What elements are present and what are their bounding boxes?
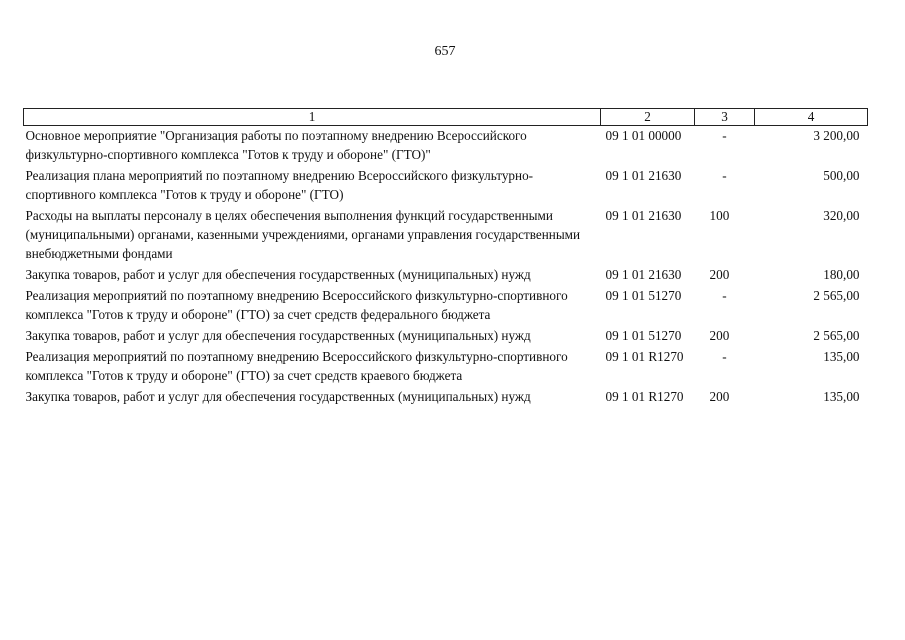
budget-table: [23, 108, 868, 408]
row-type: 200: [709, 389, 730, 404]
row-name: Закупка товаров, работ и услуг для обеспечения государственных (муниципальных) нужд: [25, 389, 531, 404]
table-row: [24, 347, 868, 387]
row-code: 09 1 01 R1270: [605, 349, 684, 364]
page-number: 657: [434, 44, 456, 59]
row-amount: 135,00: [823, 389, 860, 404]
row-name: Реализация мероприятий по поэтапному внедрению Всероссийского физкультурно-спортивного комплекса "Готов к труду и обороне" (ГТО) за счет средств краевого бюджета: [25, 349, 568, 383]
row-name: Закупка товаров, работ и услуг для обеспечения государственных (муниципальных) нужд: [25, 267, 531, 282]
header-col-amount: 4: [755, 109, 868, 126]
row-name: Закупка товаров, работ и услуг для обеспечения государственных (муниципальных) нужд: [25, 328, 531, 343]
row-type: -: [722, 349, 727, 364]
table-row: [24, 206, 868, 265]
table-header: [24, 109, 868, 126]
row-code: 09 1 01 00000: [605, 128, 682, 143]
row-name: Расходы на выплаты персоналу в целях обеспечения выполнения функций государственными (муниципальными) органами, казенными учреждениями, органами управления государственными внебюджетными фондами: [25, 208, 581, 261]
header-col-code: 2: [601, 109, 695, 126]
row-type: -: [722, 168, 727, 183]
header-col-type: 3: [695, 109, 755, 126]
table-row: [24, 166, 868, 206]
row-name: Реализация мероприятий по поэтапному внедрению Всероссийского физкультурно-спортивного комплекса "Готов к труду и обороне" (ГТО) за счет средств федерального бюджета: [25, 288, 568, 322]
table-row: [24, 126, 868, 167]
row-code: 09 1 01 51270: [605, 328, 682, 343]
row-name: Реализация плана мероприятий по поэтапному внедрению Всероссийского физкультурно-спортивного комплекса "Готов к труду и обороне" (ГТО): [25, 168, 534, 202]
row-amount: 3 200,00: [813, 128, 860, 143]
row-code: 09 1 01 21630: [605, 208, 682, 223]
header-row: [24, 109, 868, 126]
row-code: 09 1 01 R1270: [605, 389, 684, 404]
row-type: -: [722, 128, 727, 143]
row-type: 200: [709, 267, 730, 282]
row-name: Основное мероприятие "Организация работы по поэтапному внедрению Всероссийского физкультурно-спортивного комплекса "Готов к труду и обороне" (ГТО)": [25, 128, 527, 162]
table-row: [24, 326, 868, 347]
row-code: 09 1 01 21630: [605, 267, 682, 282]
row-type: -: [722, 288, 727, 303]
row-type: 100: [709, 208, 730, 223]
row-amount: 320,00: [823, 208, 860, 223]
row-amount: 2 565,00: [813, 288, 860, 303]
row-amount: 500,00: [823, 168, 860, 183]
row-code: 09 1 01 21630: [605, 168, 682, 183]
table-body: [24, 126, 868, 409]
table-row: [24, 286, 868, 326]
row-amount: 135,00: [823, 349, 860, 364]
header-col-name: 1: [24, 109, 601, 126]
row-code: 09 1 01 51270: [605, 288, 682, 303]
table-row: [24, 265, 868, 286]
table-row: [24, 387, 868, 408]
row-amount: 2 565,00: [813, 328, 860, 343]
row-type: 200: [709, 328, 730, 343]
row-amount: 180,00: [823, 267, 860, 282]
